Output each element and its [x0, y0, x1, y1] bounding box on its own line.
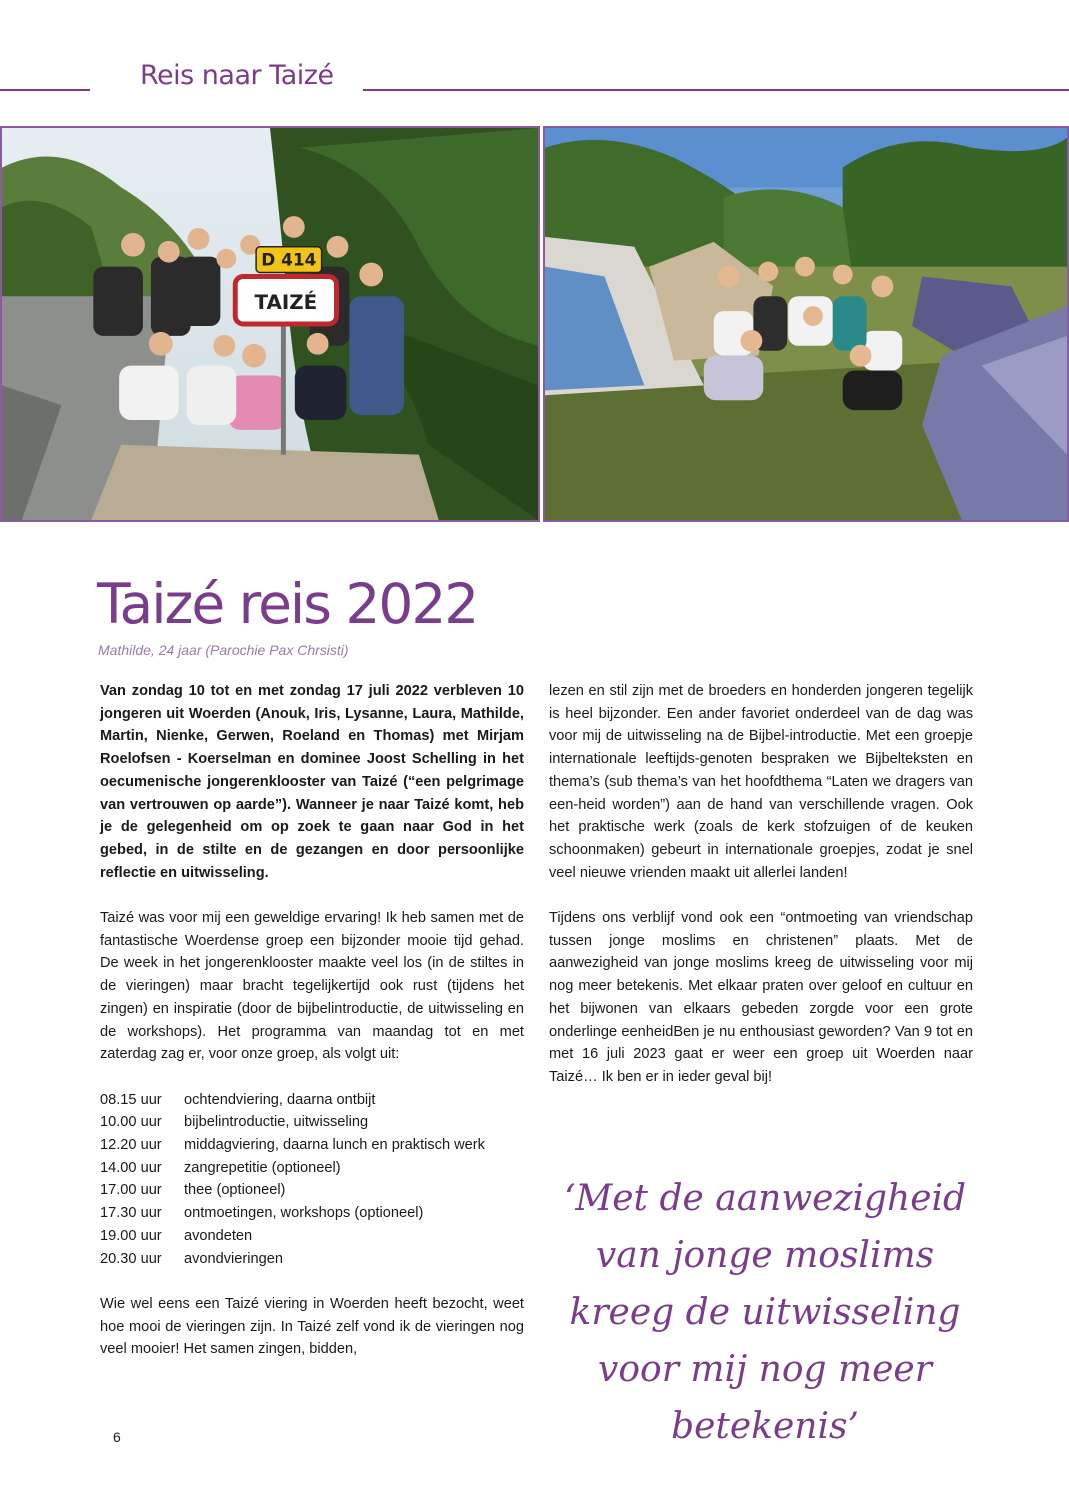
page-number: 6: [113, 1429, 121, 1445]
article-byline: Mathilde, 24 jaar (Parochie Pax Chrsisti): [98, 642, 349, 658]
schedule-activity: zangrepetitie (optioneel): [184, 1159, 341, 1176]
schedule-activity: thee (optioneel): [184, 1182, 286, 1199]
schedule-row: [100, 1179, 524, 1202]
pull-quote: ‘Met de aanwezigheid van jonge moslims kreeg de uitwisseling voor mij nog meer betekenis’: [563, 1178, 967, 1447]
body-paragraph-2: Wie wel eens een Taizé viering in Woerden heeft bezocht, weet hoe mooi de vieringen zijn. In Taizé zelf vond ik de vieringen nog veel mooier! Het samen zingen, bidden,: [100, 1295, 524, 1358]
section-title: Reis naar Taizé: [140, 60, 334, 91]
schedule-time: 17.00 uur: [100, 1182, 162, 1199]
body-paragraph-4: Tijdens ons verblijf vond ook een “ontmoeting van vriendschap tussen jonge moslims en christenen” plaats. Met de aanwezigheid van jonge moslims kreeg de uitwisseling voor mij nog meer betekenis. Met elkaar praten over geloof en cultuur en het bijwonen van elkaars gebeden zorgde voor een grote onderlinge eenheidBen je nu enthousiast geworden? Van 9 tot en met 16 juli 2023 gaat er weer een groep uit Woerden naar Taizé… Ik ben er in ieder geval bij!: [549, 910, 973, 1085]
article-title: Taizé reis 2022: [97, 572, 478, 636]
header-rule-left: [0, 89, 90, 91]
article-column-left: [100, 680, 524, 1384]
schedule-time: 19.00 uur: [100, 1227, 162, 1244]
schedule-time: 10.00 uur: [100, 1114, 162, 1131]
photo-group-campsite: [543, 126, 1069, 522]
intro-paragraph: Van zondag 10 tot en met zondag 17 juli 2022 verbleven 10 jongeren uit Woerden (Anouk, Iris, Lysanne, Laura, Mathilde, Martin, Nienke, Gerwen, Roeland en Thomas) met Mirjam Roelofsen - Koerselman en dominee Joost Schelling in het oecumenische jongerenklooster van Taizé (“een pelgrimage van vertrouwen op aarde”). Wanneer je naar Taizé komt, heb je de gelegenheid om op zoek te gaan naar God in het gebed, in de stilte en de gezangen en door persoonlijke reflectie en uitwisseling.: [100, 683, 524, 881]
schedule-activity: ochtendviering, daarna ontbijt: [184, 1091, 376, 1108]
schedule-row: [100, 1134, 524, 1157]
schedule-row: [100, 1202, 524, 1225]
article-column-right: [549, 680, 973, 1111]
body-paragraph-1: Taizé was voor mij een geweldige ervaring! Ik heb samen met de fantastische Woerdense groep een bijzonder mooie tijd gehad. De week in het jongerenklooster maakte veel los (in de stiltes in de vieringen) maar bracht tegelijkertijd ook rust (tijdens het zingen) en inspiratie (door de bijbelintroductie, de uitwisseling en de workshops). Het programma van maandag tot en met zaterdag zag er, voor onze groep, als volgt uit:: [100, 910, 524, 1063]
schedule-time: 08.15 uur: [100, 1091, 162, 1108]
schedule-activity: avondvieringen: [184, 1250, 283, 1267]
schedule-time: 14.00 uur: [100, 1159, 162, 1176]
header-rule-right: [363, 89, 1069, 91]
schedule-activity: bijbelintroductie, uitwisseling: [184, 1114, 369, 1131]
schedule-time: 20.30 uur: [100, 1250, 162, 1267]
schedule-time: 17.30 uur: [100, 1205, 162, 1222]
schedule-row: [100, 1089, 524, 1112]
schedule-row: [100, 1248, 524, 1271]
schedule-list: [100, 1089, 524, 1271]
schedule-row: [100, 1111, 524, 1134]
body-paragraph-3: lezen en stil zijn met de broeders en honderden jongeren tegelijk is heel bijzonder. Een ander favoriet onderdeel van de dag was voor mij de uitwisseling na de Bijbel-introductie. Met een groepje internationale leeftijds-genoten bespraken we Bijbelteksten en thema’s (sub thema’s van het hoofdthema “Laten we dragers van een-heid worden”) aan de hand van verschillende vragen. Ook het praktische werk (zoals de kerk stofzuigen of de keuken schoonmaken) gebeurt in internationale groepjes, zodat je snel veel nieuwe vrienden maakt uit allerlei landen!: [549, 683, 973, 881]
schedule-time: 12.20 uur: [100, 1137, 162, 1154]
sign-town-name: TAIZÉ: [254, 291, 318, 315]
schedule-activity: middagviering, daarna lunch en praktisch werk: [184, 1137, 485, 1154]
schedule-activity: avondeten: [184, 1227, 253, 1244]
schedule-row: [100, 1157, 524, 1180]
schedule-row: [100, 1225, 524, 1248]
photo-group-taize-sign: [0, 126, 540, 522]
sign-road-number: D 414: [261, 249, 317, 270]
schedule-activity: ontmoetingen, workshops (optioneel): [184, 1205, 424, 1222]
